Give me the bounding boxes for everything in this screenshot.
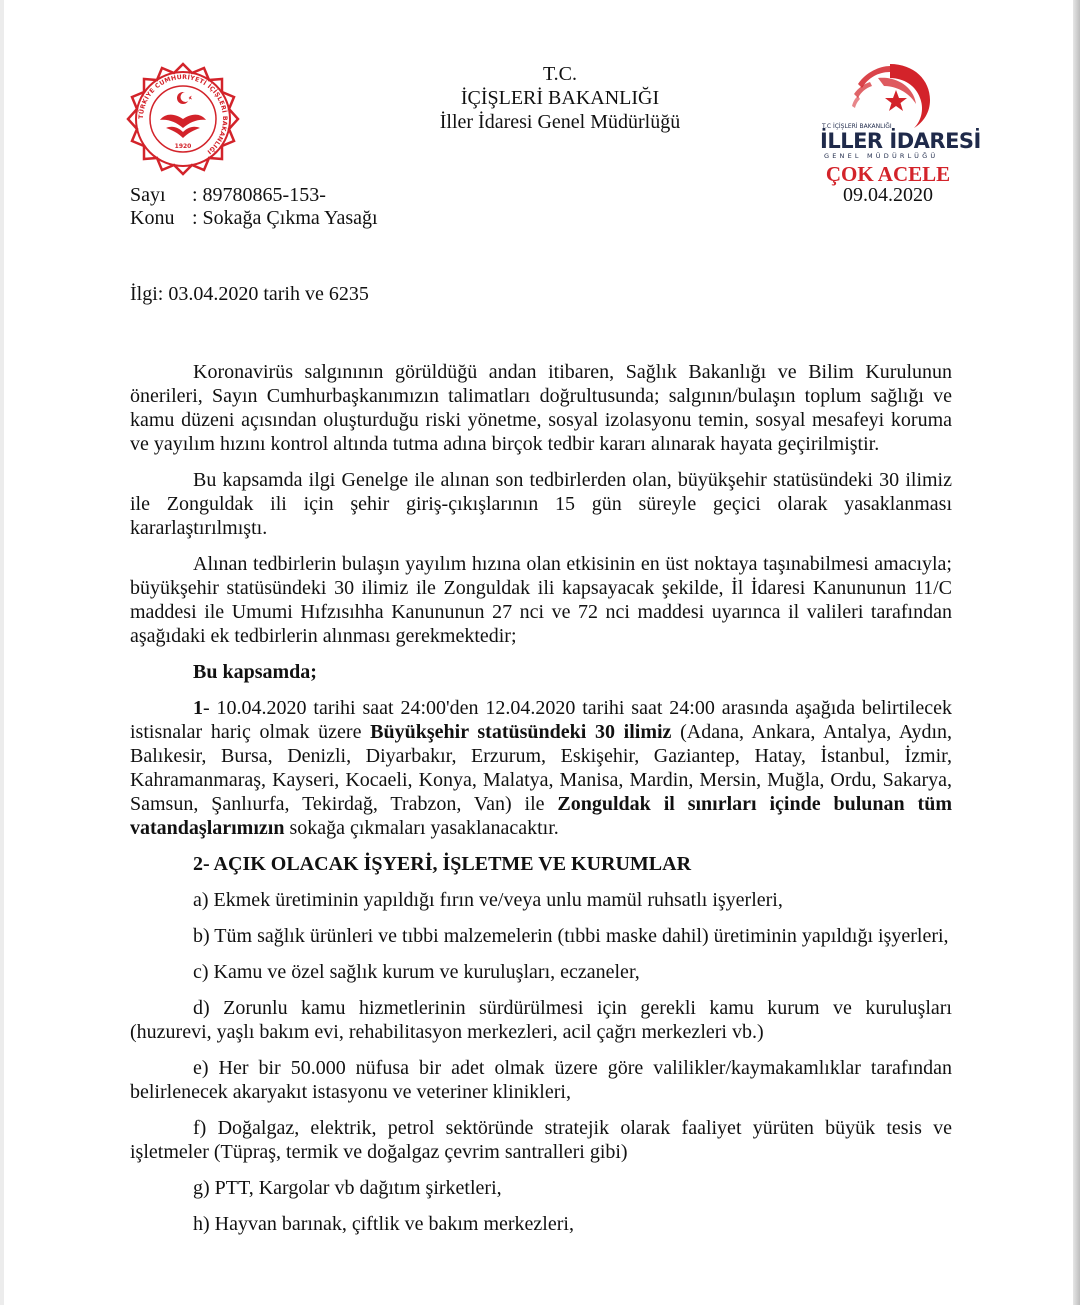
item-1-bold-b: Zonguldak il sınırları içinde bulunan tüm vatandaşlarımızın	[130, 793, 952, 839]
paragraph-1: Koronavirüs salgınının görüldüğü andan itibaren, Sağlık Bakanlığı ve Bilim Kurulunun önerileri, Sayın Cumhurbaşkanımızın talimatları doğrultusunda; salgının/bulaşın toplum sağlığı ve kamu düzeni açısından oluşturduğu riski yönetme, sosyal izolasyonu temin, sosyal mesafeyi koruma ve yayılım hızını kontrol altında tutma adına birçok tedbir kararı alınarak hayata geçirilmiştir.	[130, 361, 952, 455]
paragraph-2: Bu kapsamda ilgi Genelge ile alınan son tedbirlerden olan, büyükşehir statüsündeki 30 ilimiz ile Zonguldak ili için şehir giriş-çıkışlarının 15 gün süreyle geçici olarak yasaklanması kararlaştırılmıştı.	[130, 469, 952, 539]
header-ministry: İÇİŞLERİ BAKANLIĞI	[460, 87, 660, 109]
seal-ring-text: TÜRKİYE CUMHURİYETİ İÇİŞLERİ BAKANLIĞI	[137, 73, 229, 156]
logo-main-label: İLLER İDARESİ	[820, 129, 981, 153]
logo-ministry-label: T.C İÇİŞLERİ BAKANLIĞI	[822, 123, 892, 130]
page-edge-left	[0, 0, 4, 1305]
reference-line: İlgi: 03.04.2020 tarih ve 6235	[130, 283, 369, 305]
item-1-text-b: (Adana, Ankara, Antalya, Aydın, Balıkesir, Bursa, Denizli, Diyarbakır, Erzurum, Eskişehir, Gaziantep, Hatay, İstanbul, İzmir, Kahramanmaraş, Kayseri, Kocaeli, Konya, Malatya, Manisa, Mardin, Mersin, Muğla, Ordu, Sakarya, Samsun, Şanlıurfa, Tekirdağ, Trabzon, Van) ile	[130, 721, 952, 815]
list-item-a: a) Ekmek üretiminin yapıldığı fırın ve/veya unlu mamül ruhsatlı işyerleri,	[193, 889, 783, 911]
logo-sub-label: GENEL MÜDÜRLÜĞÜ	[824, 152, 939, 160]
seal-year: 1920	[174, 143, 192, 150]
header-directorate: İller İdaresi Genel Müdürlüğü	[439, 111, 681, 133]
sayi-value: : 89780865-153-	[192, 184, 326, 206]
paragraph-3: Alınan tedbirlerin bulaşın yayılım hızına olan etkisinin en üst noktaya taşınabilmesi amacıyla; büyükşehir statüsündeki 30 ilimiz ile Zonguldak ili kapsayacak şekilde, İl İdaresi Kanununun 11/C maddesi ile Umumi Hıfzısıhha Kanununun 27 nci ve 72 nci maddesi uyarınca il valileri tarafından aşağıdaki ek tedbirlerin alınması gerekmektedir;	[130, 553, 952, 647]
reference-number	[130, 184, 326, 207]
document-header	[430, 62, 690, 134]
item-1	[130, 696, 952, 840]
list-item-h: h) Hayvan barınak, çiftlik ve bakım merkezleri,	[193, 1213, 574, 1235]
page-edge-right	[1073, 0, 1080, 1305]
list-item-e: e) Her bir 50.000 nüfusa bir adet olmak üzere göre valilikler/kaymakamlıklar tarafından belirlenecek akaryakıt istasyonu ve veteriner klinikleri,	[130, 1057, 952, 1103]
list-item-b: b) Tüm sağlık ürünleri ve tıbbi malzemelerin (tıbbi maske dahil) üretiminin yapıldığı işyerleri,	[193, 925, 949, 947]
subject-line	[130, 207, 378, 230]
iller-idaresi-logo-icon	[818, 58, 981, 176]
header-tc: T.C.	[542, 63, 578, 85]
item-1-number: 1	[193, 697, 203, 719]
konu-label: Konu	[130, 207, 175, 229]
section-2-title: 2- AÇIK OLACAK İŞYERİ, İŞLETME VE KURUMLAR	[193, 853, 692, 875]
urgency-stamp: ÇOK ACELE	[825, 162, 951, 186]
konu-value: : Sokağa Çıkma Yasağı	[192, 207, 378, 229]
document-body	[130, 360, 952, 1248]
list-item-f: f) Doğalgaz, elektrik, petrol sektöründe stratejik olarak faaliyet yürüten büyük tesis ve işletmeler (Tüpraş, termik ve doğalgaz çevrim santralleri gibi)	[130, 1117, 952, 1163]
section-intro: Bu kapsamda;	[193, 661, 317, 683]
list-item-c: c) Kamu ve özel sağlık kurum ve kuruluşları, eczaneler,	[193, 961, 640, 983]
list-item-d: d) Zorunlu kamu hizmetlerinin sürdürülmesi için gerekli kamu kurum ve kuruluşları (huzurevi, yaşlı bakım evi, rehabilitasyon merkezleri, acil çağrı merkezleri vb.)	[130, 997, 952, 1043]
document-date: 09.04.2020	[843, 184, 933, 206]
sayi-label: Sayı	[130, 184, 166, 206]
item-1-text-c: sokağa çıkmaları yasaklanacaktır.	[284, 817, 559, 839]
list-item-g: g) PTT, Kargolar vb dağıtım şirketleri,	[193, 1177, 502, 1199]
item-1-text-a: - 10.04.2020 tarihi saat 24:00'den 12.04.2020 tarihi saat 24:00 arasında aşağıda belirtilecek istisnalar hariç olmak üzere	[130, 697, 952, 743]
ministry-seal-icon	[126, 62, 240, 176]
item-1-bold-a: Büyükşehir statüsündeki 30 ilimiz	[370, 721, 672, 743]
